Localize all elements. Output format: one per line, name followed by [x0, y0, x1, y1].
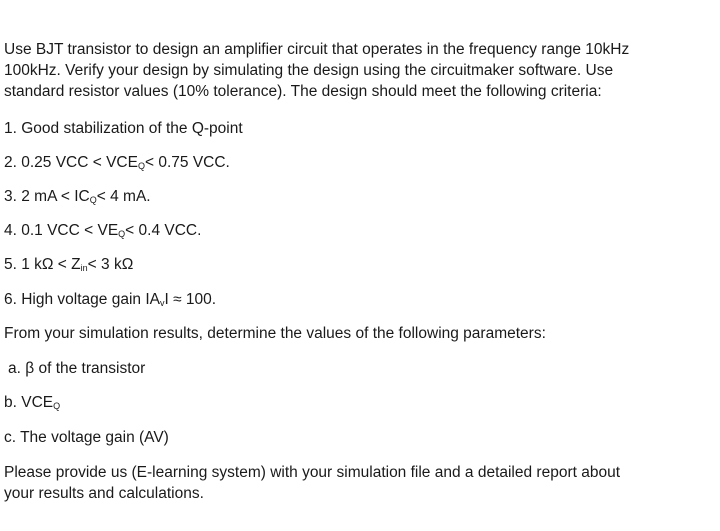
- criterion-6-tail: I ≈ 100.: [164, 291, 217, 308]
- criterion-4: [4, 221, 201, 241]
- criterion-2-subscript: Q: [137, 161, 145, 171]
- criterion-4-tail: < 0.4 VCC.: [125, 222, 202, 239]
- criterion-6: [4, 290, 216, 310]
- criterion-5: [4, 255, 133, 275]
- closing-line-1: Please provide us (E-learning system) with your simulation file and a detailed report about: [4, 464, 621, 481]
- criterion-4-text: 4. 0.1 VCC < VE: [4, 222, 119, 239]
- params-intro: From your simulation results, determine the values of the following parameters:: [4, 325, 546, 342]
- criterion-3-subscript: Q: [89, 195, 97, 205]
- criterion-6-text: 6. High voltage gain IA: [4, 291, 160, 308]
- criterion-3-text: 3. 2 mA < IC: [4, 188, 90, 205]
- criterion-5-tail: < 3 kΩ: [87, 256, 134, 273]
- param-c: c. The voltage gain (AV): [4, 429, 169, 446]
- param-b-subscript: Q: [53, 401, 61, 411]
- criterion-2-text: 2. 0.25 VCC < VCE: [4, 154, 138, 171]
- param-b: [4, 393, 60, 413]
- criterion-3-tail: < 4 mA.: [96, 188, 151, 205]
- intro-line-1: Use BJT transistor to design an amplifier circuit that operates in the frequency range 10kHz: [4, 41, 630, 58]
- param-b-text: b. VCE: [4, 394, 54, 411]
- intro-line-3: standard resistor values (10% tolerance). The design should meet the following criteria:: [4, 83, 602, 100]
- param-a: a. β of the transistor: [8, 360, 146, 377]
- intro-line-2: 100kHz. Verify your design by simulating the design using the circuitmaker software. Use: [4, 62, 614, 79]
- criterion-2: [4, 153, 230, 173]
- criterion-6-subscript: v: [159, 298, 165, 308]
- criterion-5-text: 5. 1 kΩ < Z: [4, 256, 81, 273]
- closing-line-2: your results and calculations.: [4, 485, 204, 502]
- criterion-2-tail: < 0.75 VCC.: [144, 154, 230, 171]
- criterion-5-subscript: in: [80, 263, 88, 273]
- criterion-4-subscript: Q: [118, 229, 126, 239]
- criterion-1: 1. Good stabilization of the Q-point: [4, 120, 243, 137]
- criterion-3: [4, 187, 151, 207]
